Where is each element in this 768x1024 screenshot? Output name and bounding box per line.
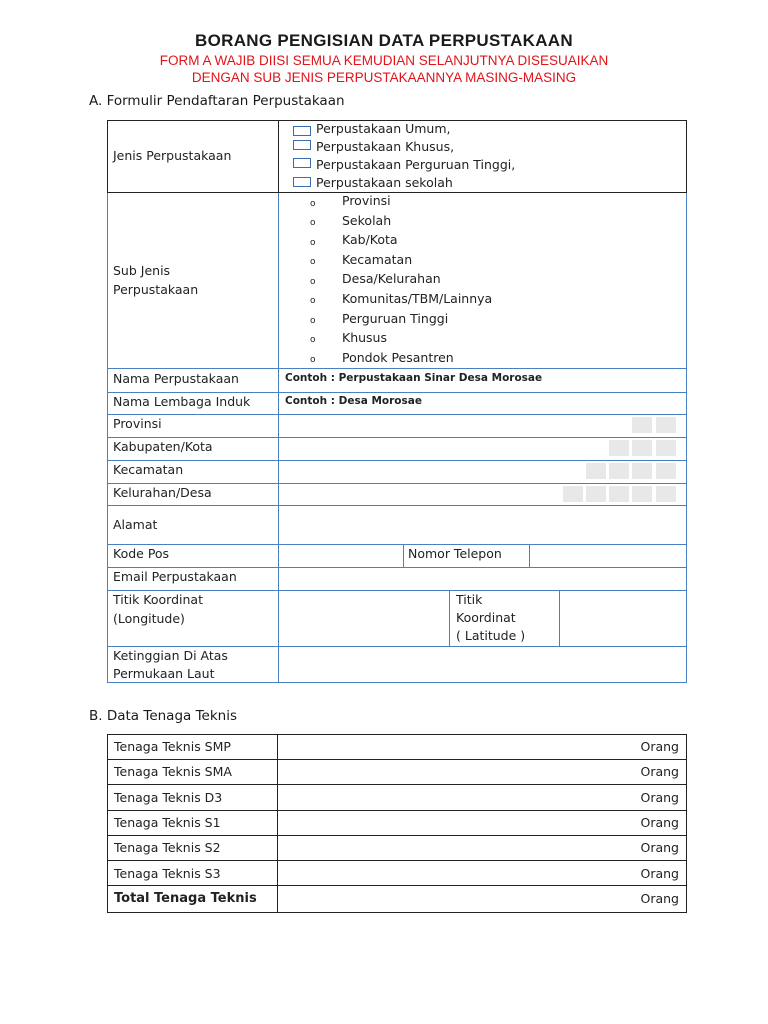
table-row-total-label: Total Tenaga Teknis: [114, 891, 257, 906]
kode-pos-label: Kode Pos: [113, 546, 170, 561]
sub-jenis-label-1: Sub Jenis: [113, 263, 171, 278]
bullet-icon: o: [310, 277, 316, 287]
bullet-icon: o: [310, 316, 316, 326]
longitude-label-1: Titik Koordinat: [113, 592, 203, 607]
alamat-input[interactable]: [280, 507, 684, 543]
table-row-s3-label: Tenaga Teknis S3: [114, 866, 221, 881]
latitude-input[interactable]: [561, 592, 684, 644]
bullet-icon: o: [310, 238, 316, 248]
nama-lembaga-input[interactable]: Contoh : Desa Morosae: [285, 395, 422, 407]
checkbox-khusus[interactable]: [293, 140, 311, 150]
nama-lembaga-label: Nama Lembaga Induk: [113, 394, 251, 409]
list-item[interactable]: Kab/Kota: [342, 232, 398, 247]
table-row-s1-unit[interactable]: Orang: [640, 815, 679, 830]
bullet-icon: o: [310, 296, 316, 306]
nama-perpustakaan-label: Nama Perpustakaan: [113, 371, 239, 386]
bullet-icon: o: [310, 218, 316, 228]
list-item[interactable]: Pondok Pesantren: [342, 350, 454, 365]
table-row-d3-unit[interactable]: Orang: [640, 790, 679, 805]
provinsi-label: Provinsi: [113, 416, 162, 431]
bullet-icon: o: [310, 335, 316, 345]
bullet-icon: o: [310, 257, 316, 267]
latitude-label-2: Koordinat: [456, 610, 516, 625]
checkbox-sekolah[interactable]: [293, 177, 311, 187]
option-umum-label: Perpustakaan Umum,: [316, 121, 451, 136]
nomor-telepon-label: Nomor Telepon: [408, 546, 502, 561]
sub-jenis-label-2: Perpustakaan: [113, 282, 199, 297]
kecamatan-label: Kecamatan: [113, 462, 184, 477]
bullet-icon: o: [310, 355, 316, 365]
table-row-total-unit[interactable]: Orang: [640, 891, 679, 906]
longitude-input[interactable]: [280, 592, 447, 644]
table-row-s1-label: Tenaga Teknis S1: [114, 815, 221, 830]
instruction-line-1: FORM A WAJIB DIISI SEMUA KEMUDIAN SELANJUTNYA DISESUAIKAN: [159, 53, 609, 68]
nomor-telepon-input[interactable]: [531, 546, 684, 566]
table-row-smp-unit[interactable]: Orang: [640, 739, 679, 754]
table-row-s2-unit[interactable]: Orang: [640, 840, 679, 855]
ketinggian-label-2: Permukaan Laut: [113, 666, 215, 681]
list-item[interactable]: Desa/Kelurahan: [342, 271, 441, 286]
list-item[interactable]: Khusus: [342, 330, 387, 345]
email-input[interactable]: [280, 569, 684, 589]
list-item[interactable]: Kecamatan: [342, 252, 413, 267]
nama-perpustakaan-input[interactable]: Contoh : Perpustakaan Sinar Desa Morosae: [285, 372, 543, 384]
table-row-smp-label: Tenaga Teknis SMP: [114, 739, 231, 754]
list-item[interactable]: Komunitas/TBM/Lainnya: [342, 291, 493, 306]
ketinggian-label-1: Ketinggian Di Atas: [113, 648, 228, 663]
bullet-icon: o: [310, 199, 316, 209]
table-row-s2-label: Tenaga Teknis S2: [114, 840, 221, 855]
table-row-d3-label: Tenaga Teknis D3: [114, 790, 223, 805]
kelurahan-label: Kelurahan/Desa: [113, 485, 212, 500]
checkbox-perguruan-tinggi[interactable]: [293, 158, 311, 168]
instruction-line-2: DENGAN SUB JENIS PERPUSTAKAANNYA MASING-MASING: [191, 70, 577, 85]
section-b-heading: B. Data Tenaga Teknis: [89, 708, 238, 724]
kode-pos-input[interactable]: [280, 546, 401, 566]
list-item[interactable]: Provinsi: [342, 193, 391, 208]
checkbox-umum[interactable]: [293, 126, 311, 136]
jenis-perpustakaan-label: Jenis Perpustakaan: [113, 148, 232, 163]
table-row-sma-unit[interactable]: Orang: [640, 764, 679, 779]
option-perguruan-tinggi-label: Perpustakaan Perguruan Tinggi,: [316, 157, 516, 172]
ketinggian-input[interactable]: [280, 648, 684, 681]
latitude-label-3: ( Latitude ): [456, 628, 526, 643]
table-row-sma-label: Tenaga Teknis SMA: [114, 764, 232, 779]
email-label: Email Perpustakaan: [113, 569, 237, 584]
page-title: BORANG PENGISIAN DATA PERPUSTAKAAN: [195, 31, 573, 50]
list-item[interactable]: Sekolah: [342, 213, 392, 228]
section-a-heading: A. Formulir Pendaftaran Perpustakaan: [89, 93, 345, 109]
alamat-label: Alamat: [113, 517, 158, 532]
option-sekolah-label: Perpustakaan sekolah: [316, 175, 453, 190]
latitude-label-1: Titik: [456, 592, 483, 607]
option-khusus-label: Perpustakaan Khusus,: [316, 139, 455, 154]
table-row-s3-unit[interactable]: Orang: [640, 866, 679, 881]
kabupaten-label: Kabupaten/Kota: [113, 439, 213, 454]
longitude-label-2: (Longitude): [113, 611, 185, 626]
list-item[interactable]: Perguruan Tinggi: [342, 311, 449, 326]
